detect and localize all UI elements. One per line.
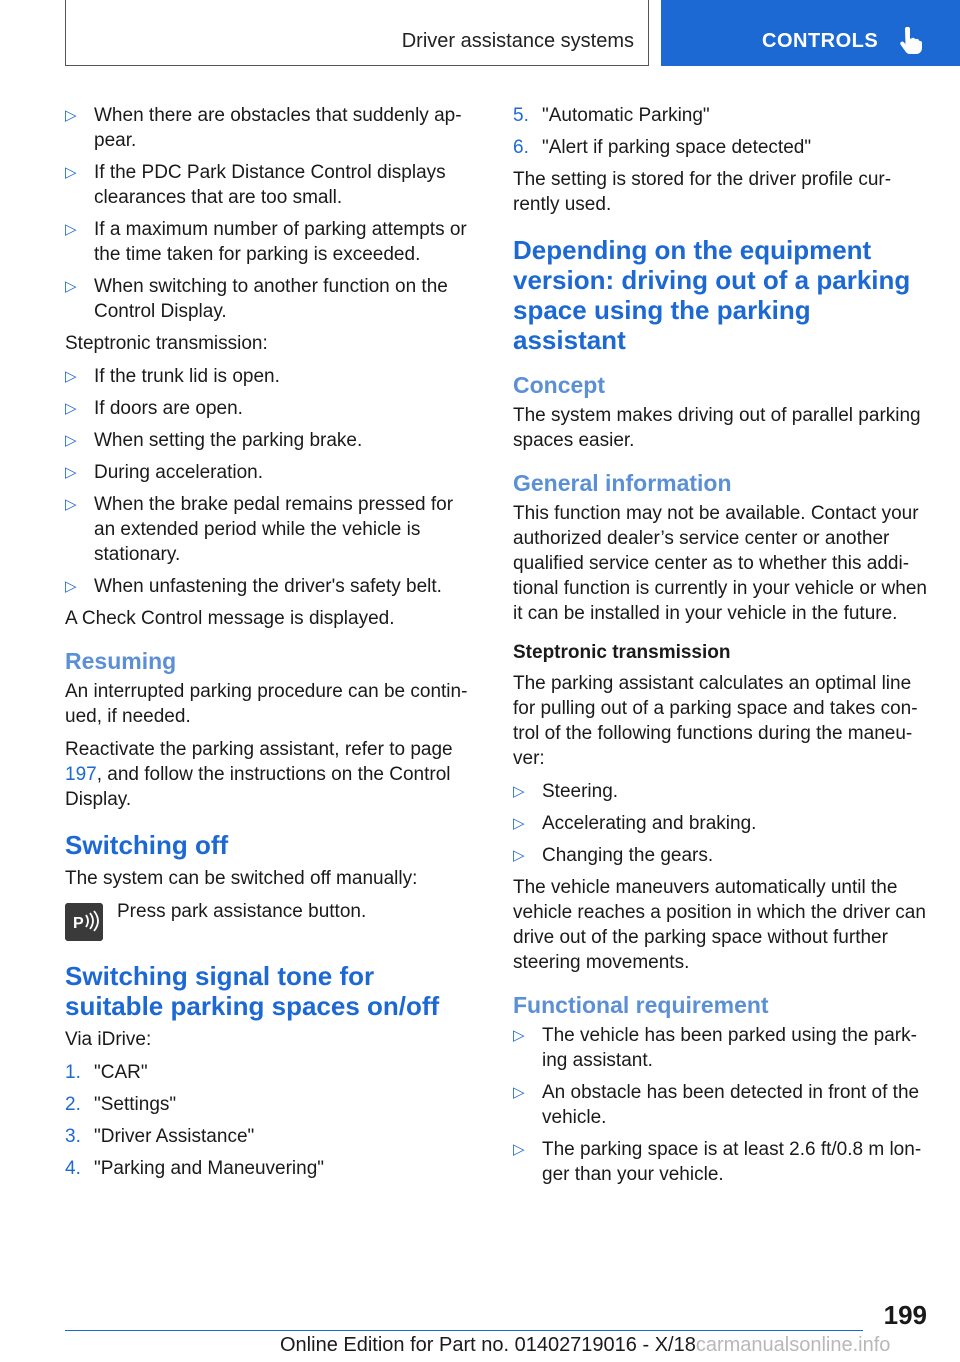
footer-edition [280,1334,890,1357]
list-item: ▷ During acceleration. [65,462,263,483]
triangle-bullet-icon: ▷ [65,432,77,449]
resuming-heading: Resuming [65,648,177,674]
triangle-bullet-icon: ▷ [65,578,77,595]
triangle-bullet-icon: ▷ [65,368,77,385]
triangle-bullet-icon: ▷ [65,464,77,481]
list-item: ▷ Changing the gears. [513,845,714,866]
list-item: 1. "CAR" [65,1062,148,1083]
list-item: 3. "Driver Assistance" [65,1126,255,1147]
list-item: 5. "Automatic Parking" [513,105,710,126]
concept-text: The system makes driving out of parallel parking spaces easier. [513,405,921,451]
svg-text:P: P [73,915,84,932]
triangle-bullet-icon: ▷ [65,278,77,295]
section-tab [65,0,649,66]
list-item: ▷ If the trunk lid is open. [65,366,280,387]
list-item: ▷ An obstacle has been detected in front of the vehicle. [513,1082,920,1128]
page-link[interactable]: 197 [65,764,97,785]
via-idrive-text: Via iDrive: [65,1029,152,1050]
resuming-text: An interrupted parking procedure can be continued, if needed. [65,681,468,727]
right-column [513,103,929,1194]
watermark: carmanualsonline.info [695,1334,891,1356]
triangle-bullet-icon: ▷ [65,496,77,513]
list-item: ▷ When unfastening the driver's safety belt. [65,576,442,597]
list-item: ▷ When switching to another function on the Control Display. [65,276,448,322]
list-item: ▷ Accelerating and braking. [513,813,757,834]
triangle-bullet-icon: ▷ [513,815,525,832]
list-item: ▷ When there are obstacles that suddenly appear. [65,105,462,151]
requirements-list [513,1023,929,1187]
footer-divider [65,1330,863,1331]
chapter-tab [661,0,960,66]
controlled-functions-list [513,779,929,868]
list-item: ▷ If the PDC Park Distance Control displays clearances that are too small. [65,162,446,208]
triangle-bullet-icon: ▷ [513,783,525,800]
list-item: ▷ The parking space is at least 2.6 ft/0.8 m longer than your vehicle. [513,1139,922,1185]
steptronic-label: Steptronic transmission: [65,333,268,354]
press-text: Press park assistance button. [117,901,367,922]
triangle-bullet-icon: ▷ [513,847,525,864]
general-info-heading: General information [513,470,732,496]
stop-conditions-list [65,103,479,324]
triangle-bullet-icon: ▷ [65,164,77,181]
steptronic-text: The parking assistant calculates an optimal line for pulling out of a parking space and takes control of the following functions during the maneuver: [513,673,918,769]
left-column [65,103,479,1188]
maneuver-text: The vehicle maneuvers automatically until the vehicle reaches a position in which the driver can drive out of the parking space without further steering movements. [513,877,926,973]
hand-pointer-icon [897,27,923,55]
switching-off-heading: Switching off [65,830,229,860]
list-item: ▷ Steering. [513,781,619,802]
list-item: ▷ If doors are open. [65,398,243,419]
list-item: 2. "Settings" [65,1094,177,1115]
chapter-title: CONTROLS [762,30,879,52]
triangle-bullet-icon: ▷ [513,1141,525,1158]
reactivate-text: Reactivate the parking assistant, refer to page 197, and follow the instructions on the Control Display. [65,739,453,810]
triangle-bullet-icon: ▷ [513,1027,525,1044]
triangle-bullet-icon: ▷ [513,1084,525,1101]
idrive-steps-list [65,1060,479,1181]
section-title: Driver assistance systems [401,30,634,52]
signal-tone-heading: Switching signal tone for suitable parking spaces on/off [65,961,440,1021]
list-item: ▷ When the brake pedal remains pressed for an extended period while the vehicle is stationary. [65,494,454,565]
list-item: ▷ The vehicle has been parked using the parking assistant. [513,1025,917,1071]
triangle-bullet-icon: ▷ [65,107,77,124]
steptronic-heading: Steptronic transmission [513,642,731,663]
park-assist-button-icon [65,903,103,941]
list-item: ▷ If a maximum number of parking attempts or the time taken for parking is exceeded. [65,219,467,265]
general-info-text: This function may not be available. Contact your authorized dealer’s service center or another qualified service center as to whether this additional function is currently in your vehicle or when it can be installed in your vehicle in the future. [513,503,927,624]
park-assist-instruction [65,899,479,943]
triangle-bullet-icon: ▷ [65,221,77,238]
page-header [0,0,960,66]
list-item: 6. "Alert if parking space detected" [513,137,812,158]
list-item: 4. "Parking and Maneuvering" [65,1158,325,1179]
page-number: 199 [883,1300,927,1330]
switching-off-text: The system can be switched off manually: [65,868,418,889]
stored-text: The setting is stored for the driver profile currently used. [513,169,892,215]
edition-text: Online Edition for Part no. 01402719016 - X/18 [280,1334,696,1356]
concept-heading: Concept [513,372,605,398]
check-control-text: A Check Control message is displayed. [65,608,395,629]
idrive-steps-list-continued [513,103,929,160]
steptronic-conditions-list [65,364,479,599]
functional-requirement-heading: Functional requirement [513,992,769,1018]
driving-out-heading: Depending on the equipment version: driving out of a parking space using the parking assistant [513,235,911,355]
list-item: ▷ When setting the parking brake. [65,430,363,451]
triangle-bullet-icon: ▷ [65,400,77,417]
